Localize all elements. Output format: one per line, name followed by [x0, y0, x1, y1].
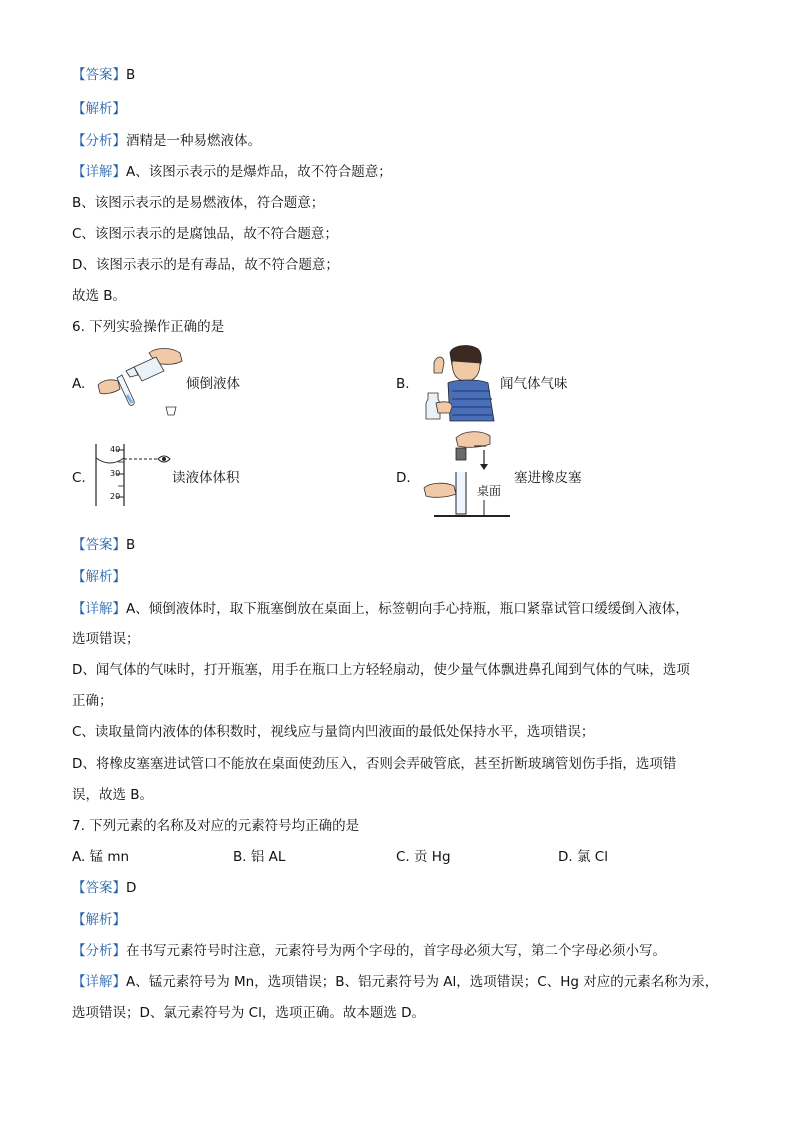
analysis-tag: 【解析】 — [72, 569, 126, 585]
q6-detail-line-2: 选项错误； — [72, 631, 140, 647]
detail-text: A、倾倒液体时，取下瓶塞倒放在桌面上，标签朝向手心持瓶，瓶口紧靠试管口缓缓倒入液体， — [126, 601, 689, 617]
q7-stem: 7. 下列元素的名称及对应的元素符号均正确的是 — [72, 818, 360, 834]
q7-choice-b: B. 铝 AL — [233, 849, 286, 865]
q6-stem: 6. 下列实验操作正确的是 — [72, 319, 225, 335]
answer-tag: 【答案】 — [72, 880, 126, 896]
fenxi-tag: 【分析】 — [72, 943, 126, 959]
q6-option-a-caption: 倾倒液体 — [186, 376, 240, 392]
cylinder-label-20: 20 — [110, 492, 121, 501]
q7-choice-a: A. 锰 mn — [72, 849, 130, 865]
read-cylinder-figure — [88, 440, 174, 508]
answer-value: D — [126, 880, 137, 896]
q6-detail-line-3: D、闻气体的气味时，打开瓶塞，用手在瓶口上方轻轻扇动，使少量气体飘进鼻孔闻到气体的气味，选项 — [72, 662, 690, 678]
q6-option-b-letter: B. — [396, 376, 410, 392]
fenxi-text: 在书写元素符号时注意，元素符号为两个字母的，首字母必须大写，第二个字母必须小写。 — [126, 943, 666, 959]
q7-detail-line-1 — [72, 973, 718, 991]
fenxi-text: 酒精是一种易燃液体。 — [126, 133, 261, 149]
q5-conclusion: 故选 B。 — [72, 288, 127, 304]
q5-fenxi-line — [72, 132, 261, 150]
detail-tag: 【详解】 — [72, 974, 126, 990]
q6-answer-line — [72, 536, 135, 554]
q7-detail-line-2: 选项错误；D、氯元素符号为 Cl，选项正确。故本题选 D。 — [72, 1005, 426, 1021]
cylinder-label-40: 40 — [110, 445, 121, 454]
q5-detail-line-4: D、该图示表示的是有毒品，故不符合题意； — [72, 257, 339, 273]
detail-tag: 【详解】 — [72, 601, 126, 617]
q5-detail-line-3: C、该图示表示的是腐蚀品，故不符合题意； — [72, 226, 338, 242]
smell-gas-figure — [422, 343, 500, 423]
q6-option-b-caption: 闻气体气味 — [500, 376, 568, 392]
q7-choice-d: D. 氯 Cl — [558, 849, 608, 865]
q6-option-c-letter: C. — [72, 470, 86, 486]
answer-value: B — [126, 537, 136, 553]
detail-text: A、该图示表示的是爆炸品，故不符合题意； — [126, 164, 392, 180]
q7-choice-c: C. 贡 Hg — [396, 849, 451, 865]
q6-option-d-letter: D. — [396, 470, 411, 486]
q6-detail-line-5: C、读取量筒内液体的体积数时，视线应与量筒内凹液面的最低处保持水平，选项错误； — [72, 724, 595, 740]
analysis-tag: 【解析】 — [72, 912, 126, 928]
q6-analysis-heading — [72, 568, 126, 586]
q6-option-d-caption: 塞进橡皮塞 — [514, 470, 582, 486]
q6-option-a-letter: A. — [72, 376, 86, 392]
cylinder-label-30: 30 — [110, 469, 121, 478]
q5-answer-line — [72, 66, 135, 84]
q5-detail-line-1 — [72, 163, 392, 181]
q6-detail-line-7: 误，故选 B。 — [72, 787, 154, 803]
q5-detail-line-2: B、该图示表示的是易燃液体，符合题意； — [72, 195, 325, 211]
desk-label: 桌面 — [477, 484, 502, 498]
q6-detail-line-1 — [72, 600, 689, 618]
insert-stopper-figure — [420, 428, 512, 524]
answer-tag: 【答案】 — [72, 537, 126, 553]
q6-detail-line-4: 正确； — [72, 693, 113, 709]
detail-tag: 【详解】 — [72, 164, 126, 180]
q5-analysis-heading — [72, 100, 126, 118]
pour-liquid-figure — [94, 345, 189, 417]
q6-detail-line-6: D、将橡皮塞塞进试管口不能放在桌面使劲压入，否则会弄破管底，甚至折断玻璃管划伤手指，选项错 — [72, 756, 677, 772]
analysis-tag: 【解析】 — [72, 101, 126, 117]
answer-tag: 【答案】 — [72, 67, 126, 83]
q7-analysis-heading — [72, 911, 126, 929]
q7-fenxi-line — [72, 942, 666, 960]
detail-text: A、锰元素符号为 Mn，选项错误；B、铝元素符号为 Al，选项错误；C、Hg 对应的元素名称为汞， — [126, 974, 719, 990]
fenxi-tag: 【分析】 — [72, 133, 126, 149]
answer-value: B — [126, 67, 136, 83]
q7-answer-line — [72, 879, 136, 897]
q6-option-c-caption: 读液体体积 — [172, 470, 240, 486]
